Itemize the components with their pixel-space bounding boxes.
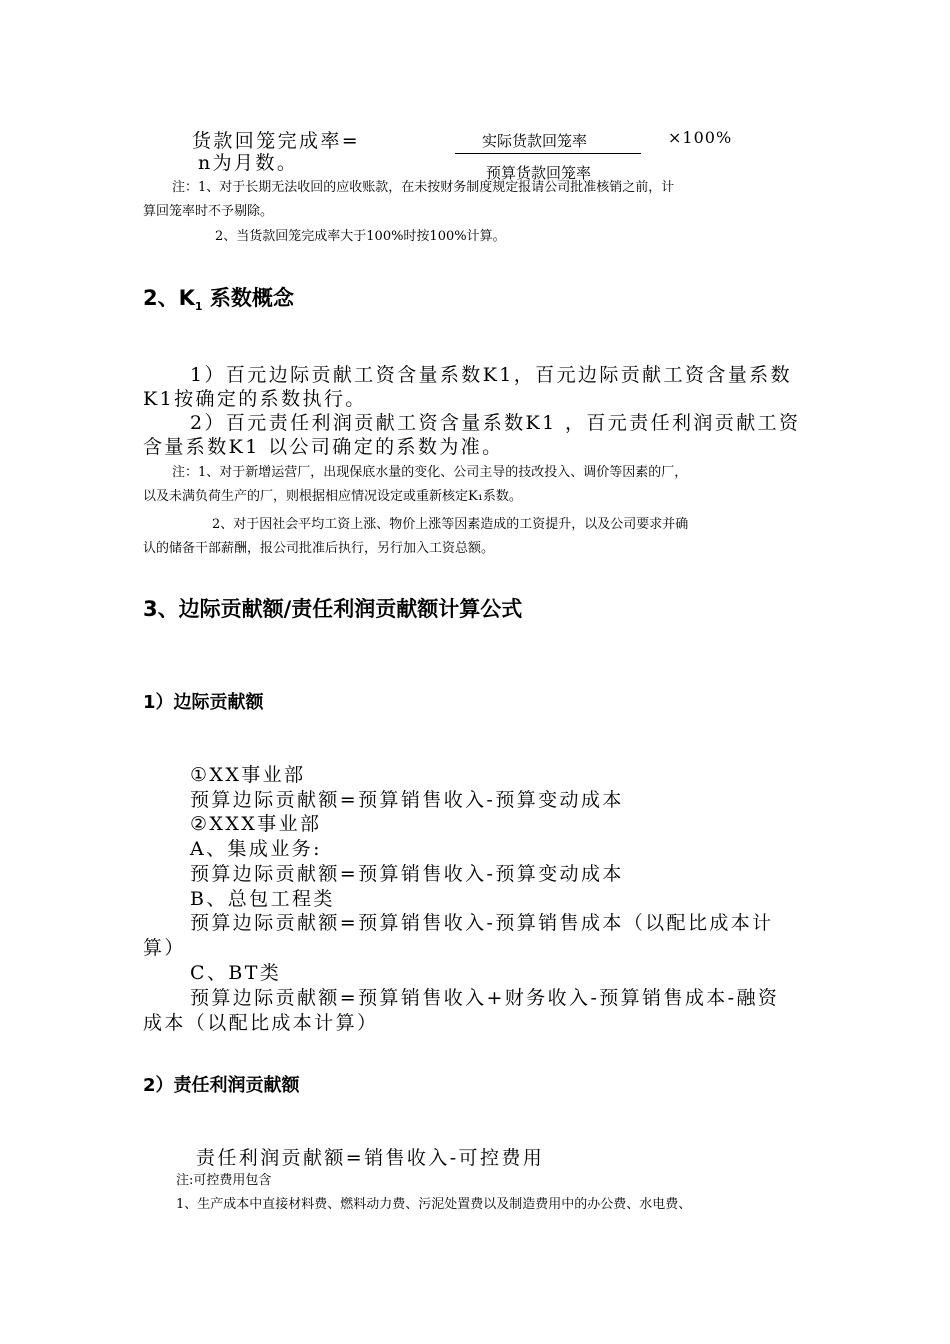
formula-line: 预算边际贡献额=预算销售收入-预算销售成本（以配比成本计 [190, 912, 774, 934]
n-note: n为月数。 [198, 152, 299, 174]
formula-note-1-line-2: 算回笼率时不予剔除。 [143, 204, 274, 219]
marginal-contribution-heading: 1）边际贡献额 [143, 692, 264, 713]
section-k1-heading-sub: 1 [194, 300, 203, 314]
formula-line: 成本（以配比成本计算） [143, 1012, 379, 1034]
formula-line: 预算边际贡献额=预算销售收入-预算变动成本 [190, 863, 624, 885]
k1-note-1-line-2: 以及未满负荷生产的厂，则根据相应情况设定或重新核定K₁系数。 [143, 489, 522, 504]
formula-line: 预算边际贡献额=预算销售收入+财务收入-预算销售成本-融资 [190, 987, 780, 1009]
fraction-bar [455, 153, 641, 154]
formula-note-2: 2、当货款回笼完成率大于100%时按100%计算。 [215, 229, 506, 244]
k1-note-1-line-1: 注：1、对于新增运营厂，出现保底水量的变化、公司主导的技改投入、调价等因素的厂， [172, 465, 688, 480]
formula-multiplier: ×100% [668, 128, 733, 147]
formula-line: 算） [143, 937, 186, 959]
responsibility-profit-heading: 2）责任利润贡献额 [143, 1075, 300, 1096]
formula-line: A、集成业务: [190, 838, 322, 860]
formula-note-1-line-1: 注：1、对于长期无法收回的应收账款，在未按财务制度规定报请公司批准核销之前，计 [172, 180, 675, 195]
k1-para-2-line-1: 2）百元责任利润贡献工资含量系数K1 ，百元责任利润贡献工资 [190, 412, 801, 434]
k1-para-1-line-1: 1）百元边际贡献工资含量系数K1，百元边际贡献工资含量系数 [190, 364, 792, 386]
k1-note-2-line-2: 认的储备干部薪酬，报公司批准后执行，另行加入工资总额。 [143, 541, 495, 556]
formula-numerator: 实际货款回笼率 [482, 132, 588, 150]
section-k1-heading [143, 282, 294, 313]
section-k1-heading-suffix: 系数概念 [202, 286, 294, 310]
formula-line: 预算边际贡献额=预算销售收入-预算变动成本 [190, 789, 624, 811]
section-k1-heading-prefix: 2、K [143, 286, 195, 310]
section-3-heading: 3、边际贡献额/责任利润贡献额计算公式 [143, 597, 523, 621]
formula-label: 货款回笼完成率= [192, 130, 361, 152]
formula-line: ①XX事业部 [190, 764, 306, 786]
formula-line: ②XXX事业部 [190, 813, 322, 835]
k1-para-1-line-2: K1按确定的系数执行。 [143, 388, 367, 410]
formula-denominator: 预算货款回笼率 [486, 164, 592, 182]
controllable-cost-note-item-1: 1、生产成本中直接材料费、燃料动力费、污泥处置费以及制造费用中的办公费、水电费、 [176, 1197, 692, 1212]
formula-line: C、BT类 [190, 962, 282, 984]
k1-para-2-line-2: 含量系数K1 以公司确定的系数为准。 [143, 436, 504, 458]
responsibility-profit-formula: 责任利润贡献额=销售收入-可控费用 [196, 1147, 545, 1169]
formula-line: B、总包工程类 [190, 888, 335, 910]
controllable-cost-note-title: 注:可控费用包含 [176, 1173, 272, 1188]
k1-note-2-line-1: 2、对于因社会平均工资上涨、物价上涨等因素造成的工资提升，以及公司要求并确 [212, 517, 689, 532]
